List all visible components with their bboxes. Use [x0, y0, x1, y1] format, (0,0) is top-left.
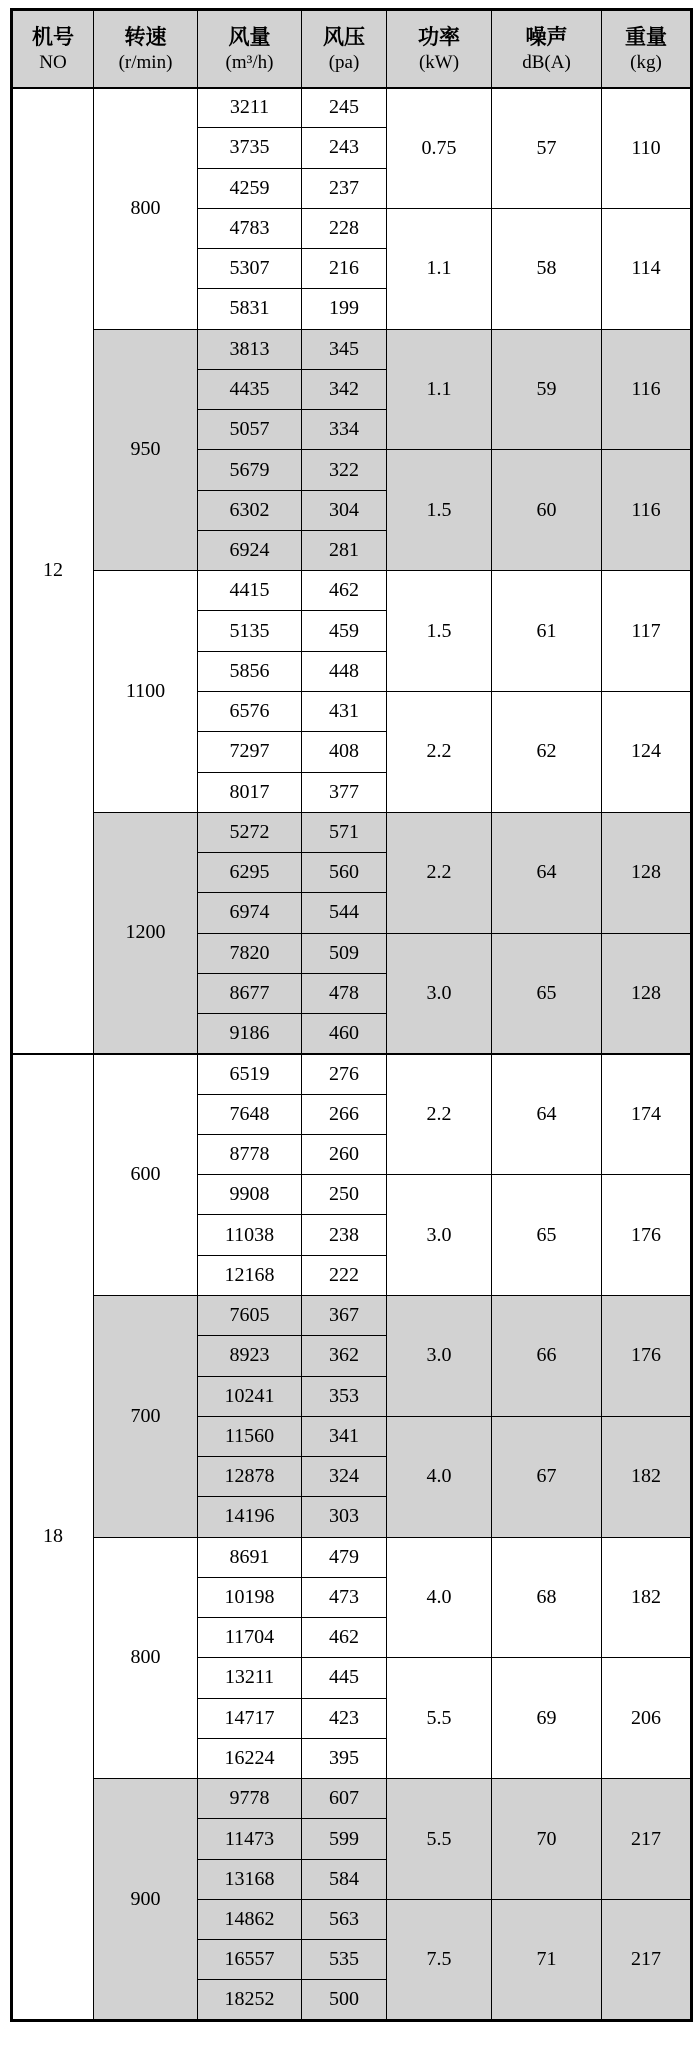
airflow-cell: 11038 [198, 1215, 302, 1255]
airflow-cell: 12878 [198, 1457, 302, 1497]
pressure-cell: 216 [302, 249, 387, 289]
pressure-cell: 462 [302, 1618, 387, 1658]
airflow-cell: 8017 [198, 772, 302, 812]
noise-cell: 64 [492, 812, 602, 933]
machine-no-cell: 12 [12, 88, 94, 1054]
header-weight [602, 10, 692, 88]
airflow-cell: 13168 [198, 1859, 302, 1899]
header-power [387, 10, 492, 88]
airflow-cell: 14717 [198, 1698, 302, 1738]
header-speed-title: 转速 [124, 24, 167, 49]
airflow-cell: 6519 [198, 1054, 302, 1094]
pressure-cell: 431 [302, 691, 387, 731]
spec-row [12, 1054, 692, 1094]
pressure-cell: 500 [302, 1980, 387, 2021]
power-cell: 3.0 [387, 1295, 492, 1416]
airflow-cell: 4435 [198, 369, 302, 409]
airflow-cell: 18252 [198, 1980, 302, 2021]
machine-no-cell: 18 [12, 1054, 94, 2021]
noise-cell: 70 [492, 1779, 602, 1900]
pressure-cell: 260 [302, 1134, 387, 1174]
header-speed [94, 10, 198, 88]
pressure-cell: 571 [302, 812, 387, 852]
noise-cell: 68 [492, 1537, 602, 1658]
header-noise [492, 10, 602, 88]
weight-cell: 217 [602, 1899, 692, 2020]
airflow-cell: 12168 [198, 1255, 302, 1295]
pressure-cell: 445 [302, 1658, 387, 1698]
pressure-cell: 560 [302, 853, 387, 893]
spec-row [12, 571, 692, 611]
power-cell: 1.1 [387, 329, 492, 450]
weight-cell: 176 [602, 1295, 692, 1416]
weight-cell: 182 [602, 1537, 692, 1658]
noise-cell: 67 [492, 1416, 602, 1537]
weight-cell: 128 [602, 933, 692, 1054]
airflow-cell: 9778 [198, 1779, 302, 1819]
pressure-cell: 377 [302, 772, 387, 812]
power-cell: 1.5 [387, 450, 492, 571]
spec-row [12, 88, 692, 128]
pressure-cell: 281 [302, 530, 387, 570]
pressure-cell: 245 [302, 88, 387, 128]
power-cell: 4.0 [387, 1537, 492, 1658]
noise-cell: 58 [492, 208, 602, 329]
header-noise-title: 噪声 [525, 24, 568, 49]
power-cell: 3.0 [387, 933, 492, 1054]
airflow-cell: 13211 [198, 1658, 302, 1698]
pressure-cell: 460 [302, 1014, 387, 1054]
airflow-cell: 14862 [198, 1899, 302, 1939]
airflow-cell: 7648 [198, 1094, 302, 1134]
noise-cell: 66 [492, 1295, 602, 1416]
pressure-cell: 478 [302, 973, 387, 1013]
airflow-cell: 8923 [198, 1336, 302, 1376]
airflow-cell: 10198 [198, 1577, 302, 1617]
header-power-unit: (kW) [418, 52, 460, 74]
airflow-cell: 6974 [198, 893, 302, 933]
noise-cell: 71 [492, 1899, 602, 2020]
pressure-cell: 535 [302, 1940, 387, 1980]
pressure-cell: 342 [302, 369, 387, 409]
rpm-cell: 900 [94, 1779, 198, 2021]
noise-cell: 69 [492, 1658, 602, 1779]
pressure-cell: 479 [302, 1537, 387, 1577]
airflow-cell: 5831 [198, 289, 302, 329]
noise-cell: 59 [492, 329, 602, 450]
noise-cell: 65 [492, 933, 602, 1054]
pressure-cell: 237 [302, 168, 387, 208]
airflow-cell: 6576 [198, 691, 302, 731]
header-machine-no-title: 机号 [32, 24, 74, 49]
header-airflow-unit: (m³/h) [225, 52, 274, 74]
pressure-cell: 324 [302, 1457, 387, 1497]
pressure-cell: 199 [302, 289, 387, 329]
pressure-cell: 228 [302, 208, 387, 248]
airflow-cell: 9908 [198, 1175, 302, 1215]
pressure-cell: 276 [302, 1054, 387, 1094]
pressure-cell: 367 [302, 1295, 387, 1335]
weight-cell: 128 [602, 812, 692, 933]
power-cell: 3.0 [387, 1175, 492, 1296]
airflow-cell: 16224 [198, 1738, 302, 1778]
header-airflow [198, 10, 302, 88]
pressure-cell: 334 [302, 410, 387, 450]
power-cell: 4.0 [387, 1416, 492, 1537]
weight-cell: 176 [602, 1175, 692, 1296]
spec-row [12, 812, 692, 852]
power-cell: 1.5 [387, 571, 492, 692]
airflow-cell: 5135 [198, 611, 302, 651]
power-cell: 0.75 [387, 88, 492, 209]
spec-row [12, 1537, 692, 1577]
pressure-cell: 544 [302, 893, 387, 933]
header-power-title: 功率 [418, 24, 460, 49]
airflow-cell: 5057 [198, 410, 302, 450]
airflow-cell: 11704 [198, 1618, 302, 1658]
power-cell: 2.2 [387, 1054, 492, 1175]
airflow-cell: 7820 [198, 933, 302, 973]
noise-cell: 57 [492, 88, 602, 209]
airflow-cell: 3735 [198, 128, 302, 168]
airflow-cell: 9186 [198, 1014, 302, 1054]
weight-cell: 174 [602, 1054, 692, 1175]
spec-row [12, 329, 692, 369]
airflow-cell: 4415 [198, 571, 302, 611]
noise-cell: 62 [492, 691, 602, 812]
airflow-cell: 7297 [198, 732, 302, 772]
airflow-cell: 6295 [198, 853, 302, 893]
power-cell: 1.1 [387, 208, 492, 329]
weight-cell: 116 [602, 450, 692, 571]
weight-cell: 110 [602, 88, 692, 209]
power-cell: 5.5 [387, 1779, 492, 1900]
spec-row [12, 1295, 692, 1335]
pressure-cell: 599 [302, 1819, 387, 1859]
noise-cell: 61 [492, 571, 602, 692]
noise-cell: 60 [492, 450, 602, 571]
airflow-cell: 5679 [198, 450, 302, 490]
pressure-cell: 222 [302, 1255, 387, 1295]
airflow-cell: 8778 [198, 1134, 302, 1174]
weight-cell: 116 [602, 329, 692, 450]
pressure-cell: 459 [302, 611, 387, 651]
noise-cell: 64 [492, 1054, 602, 1175]
pressure-cell: 345 [302, 329, 387, 369]
weight-cell: 117 [602, 571, 692, 692]
airflow-cell: 11473 [198, 1819, 302, 1859]
rpm-cell: 950 [94, 329, 198, 571]
airflow-cell: 5307 [198, 249, 302, 289]
power-cell: 5.5 [387, 1658, 492, 1779]
pressure-cell: 448 [302, 651, 387, 691]
weight-cell: 124 [602, 691, 692, 812]
airflow-cell: 7605 [198, 1295, 302, 1335]
weight-cell: 114 [602, 208, 692, 329]
weight-cell: 217 [602, 1779, 692, 1900]
pressure-cell: 509 [302, 933, 387, 973]
header-row [12, 10, 692, 88]
rpm-cell: 800 [94, 1537, 198, 1779]
rpm-cell: 1100 [94, 571, 198, 813]
airflow-cell: 6302 [198, 490, 302, 530]
airflow-cell: 8691 [198, 1537, 302, 1577]
pressure-cell: 607 [302, 1779, 387, 1819]
airflow-cell: 4259 [198, 168, 302, 208]
spec-row [12, 1779, 692, 1819]
airflow-cell: 3813 [198, 329, 302, 369]
pressure-cell: 584 [302, 1859, 387, 1899]
header-machine-no-unit: NO [39, 52, 67, 74]
airflow-cell: 10241 [198, 1376, 302, 1416]
pressure-cell: 395 [302, 1738, 387, 1778]
header-pressure-unit: (pa) [328, 52, 360, 74]
pressure-cell: 408 [302, 732, 387, 772]
rpm-cell: 800 [94, 88, 198, 330]
rpm-cell: 700 [94, 1295, 198, 1537]
header-weight-unit: (kg) [630, 52, 662, 74]
pressure-cell: 250 [302, 1175, 387, 1215]
power-cell: 2.2 [387, 691, 492, 812]
header-speed-unit: (r/min) [118, 52, 173, 74]
pressure-cell: 322 [302, 450, 387, 490]
airflow-cell: 5856 [198, 651, 302, 691]
airflow-cell: 11560 [198, 1416, 302, 1456]
fan-spec-table [10, 8, 693, 2022]
pressure-cell: 353 [302, 1376, 387, 1416]
airflow-cell: 16557 [198, 1940, 302, 1980]
pressure-cell: 266 [302, 1094, 387, 1134]
spec-table-body [12, 88, 692, 2021]
header-noise-unit: dB(A) [522, 52, 571, 74]
airflow-cell: 6924 [198, 530, 302, 570]
pressure-cell: 423 [302, 1698, 387, 1738]
power-cell: 7.5 [387, 1899, 492, 2020]
rpm-cell: 1200 [94, 812, 198, 1054]
pressure-cell: 304 [302, 490, 387, 530]
power-cell: 2.2 [387, 812, 492, 933]
pressure-cell: 341 [302, 1416, 387, 1456]
pressure-cell: 303 [302, 1497, 387, 1537]
header-pressure [302, 10, 387, 88]
pressure-cell: 362 [302, 1336, 387, 1376]
airflow-cell: 4783 [198, 208, 302, 248]
airflow-cell: 3211 [198, 88, 302, 128]
header-pressure-title: 风压 [323, 24, 365, 49]
noise-cell: 65 [492, 1175, 602, 1296]
header-machine-no [12, 10, 94, 88]
weight-cell: 182 [602, 1416, 692, 1537]
pressure-cell: 473 [302, 1577, 387, 1617]
header-airflow-title: 风量 [228, 24, 271, 49]
pressure-cell: 243 [302, 128, 387, 168]
airflow-cell: 5272 [198, 812, 302, 852]
header-weight-title: 重量 [625, 24, 667, 49]
pressure-cell: 563 [302, 1899, 387, 1939]
pressure-cell: 462 [302, 571, 387, 611]
rpm-cell: 600 [94, 1054, 198, 1296]
pressure-cell: 238 [302, 1215, 387, 1255]
weight-cell: 206 [602, 1658, 692, 1779]
airflow-cell: 14196 [198, 1497, 302, 1537]
airflow-cell: 8677 [198, 973, 302, 1013]
